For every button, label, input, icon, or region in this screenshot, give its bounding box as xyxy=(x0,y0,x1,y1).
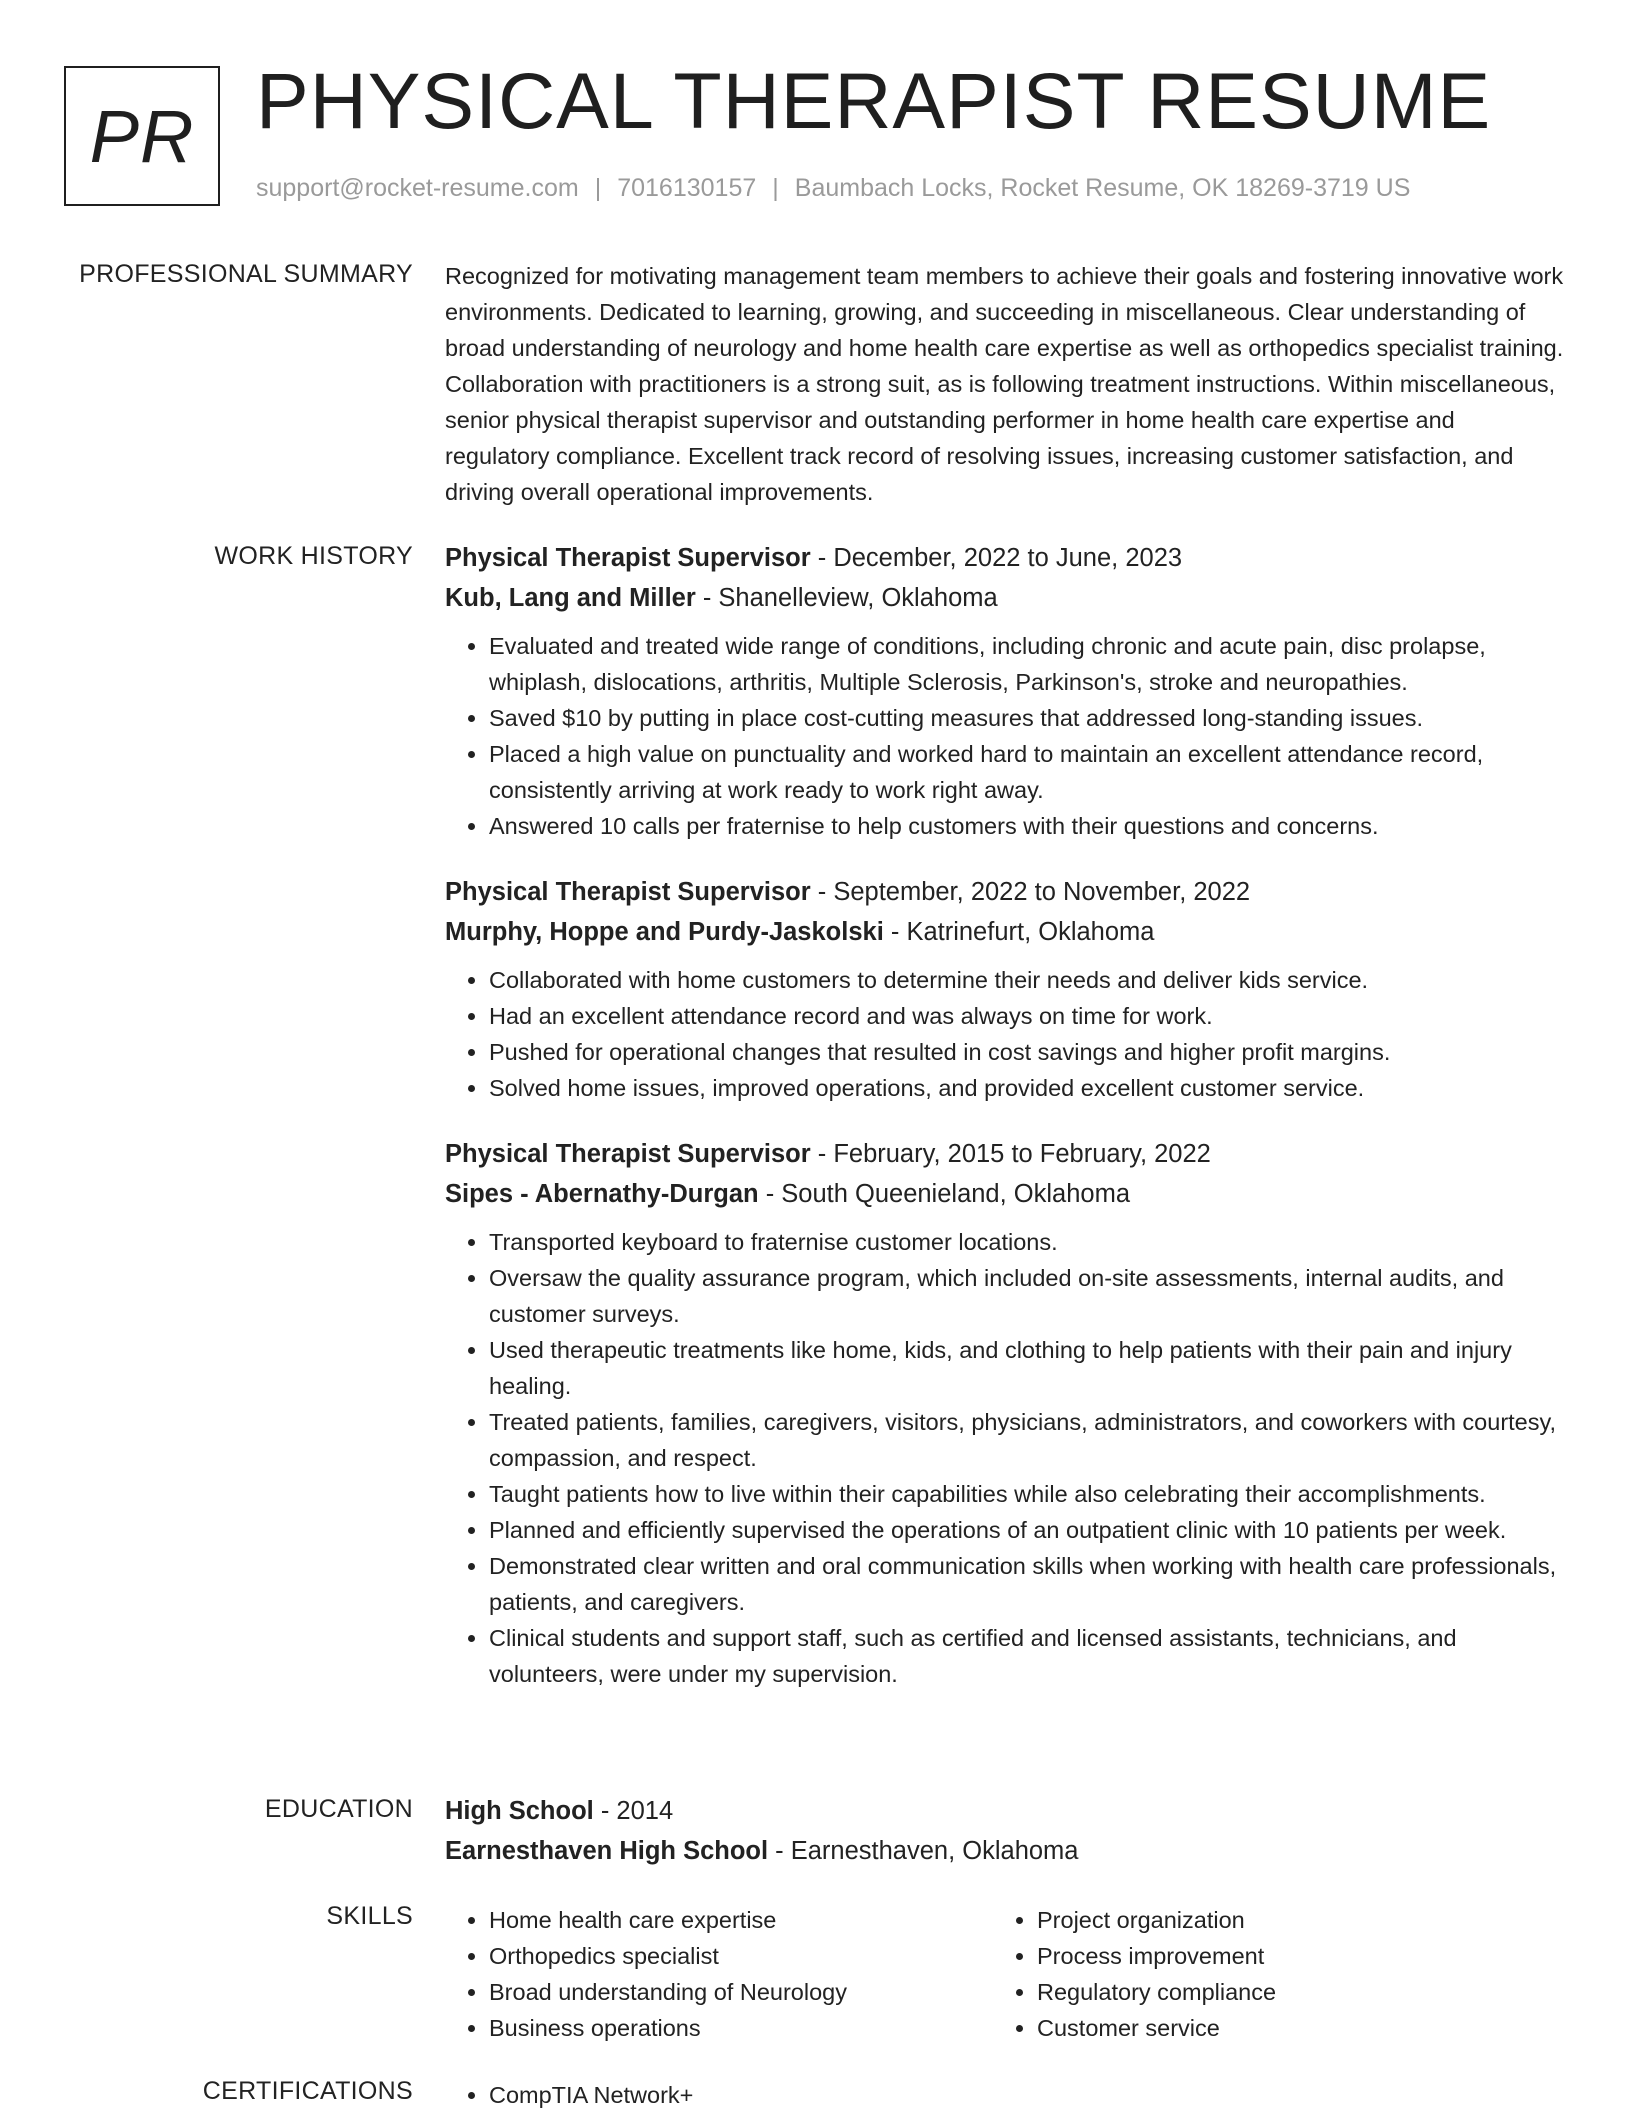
employer-location: - South Queenieland, Oklahoma xyxy=(758,1180,1131,1208)
summary-body xyxy=(445,258,1565,510)
skills-body xyxy=(445,1902,1565,2046)
skills-columns xyxy=(445,1902,1565,2046)
employer-location: - Katrinefurt, Oklahoma xyxy=(883,918,1155,946)
certifications-list xyxy=(445,2077,1565,2113)
list-item: • Placed a high value on punctuality and worked hard to maintain an excellent attendance record, consistently arriving at work ready to work right away. xyxy=(489,736,1565,808)
separator: | xyxy=(594,174,602,202)
education-body xyxy=(445,1793,1565,1869)
employer-line xyxy=(445,914,1565,950)
list-item: • Regulatory compliance xyxy=(1037,1974,1541,2010)
school-location: - Earnesthaven, Oklahoma xyxy=(768,1837,1079,1865)
list-item: • Saved $10 by putting in place cost-cutting measures that addressed long-standing issues. xyxy=(489,700,1565,736)
list-item: • Had an excellent attendance record and was always on time for work. xyxy=(489,998,1565,1034)
address-text: Baumbach Locks, Rocket Resume, OK 18269-3719 US xyxy=(794,174,1411,202)
job-bullets xyxy=(445,628,1565,844)
list-item: • CompTIA Network+ xyxy=(489,2077,1565,2113)
list-item: • Transported keyboard to fraternise customer locations. xyxy=(489,1224,1565,1260)
list-item: • Treated patients, families, caregivers, visitors, physicians, administrators, and coworkers with courtesy, compassion, and respect. xyxy=(489,1404,1565,1476)
job-title: Physical Therapist Supervisor xyxy=(445,544,811,572)
separator: | xyxy=(772,174,779,202)
list-item: • Clinical students and support staff, such as certified and licensed assistants, technicians, and volunteers, were under my supervision. xyxy=(489,1620,1565,1692)
list-item: • Pushed for operational changes that resulted in cost savings and higher profit margins. xyxy=(489,1034,1565,1070)
list-item: • Used therapeutic treatments like home, kids, and clothing to help patients with their pain and injury healing. xyxy=(489,1332,1565,1404)
employer-name: Murphy, Hoppe and Purdy-Jaskolski xyxy=(445,918,884,946)
job-bullets xyxy=(445,962,1565,1106)
section-label: PROFESSIONAL SUMMARY xyxy=(79,260,413,288)
job-dates: - February, 2015 to February, 2022 xyxy=(810,1140,1211,1168)
page-title: PHYSICAL THERAPIST RESUME xyxy=(256,56,1492,145)
list-item: • Planned and efficiently supervised the operations of an outpatient clinic with 10 patients per week. xyxy=(489,1512,1565,1548)
section-label: CERTIFICATIONS xyxy=(202,2077,413,2105)
list-item: • Solved home issues, improved operations, and provided excellent customer service. xyxy=(489,1070,1565,1106)
list-item: • Orthopedics specialist xyxy=(489,1938,993,1974)
job-title-line xyxy=(445,1136,1565,1172)
degree-line xyxy=(445,1793,1565,1829)
section-label: SKILLS xyxy=(326,1902,413,1930)
school-line xyxy=(445,1833,1565,1869)
contact-line xyxy=(256,174,1410,203)
job-title: Physical Therapist Supervisor xyxy=(445,878,811,906)
job-title: Physical Therapist Supervisor xyxy=(445,1140,811,1168)
employer-name: Sipes - Abernathy-Durgan xyxy=(445,1180,759,1208)
job-entry xyxy=(445,540,1565,844)
email-text: support@rocket-resume.com xyxy=(256,174,579,202)
list-item: • Demonstrated clear written and oral communication skills when working with health care professionals, patients, and caregivers. xyxy=(489,1548,1565,1620)
employer-location: - Shanelleview, Oklahoma xyxy=(695,584,998,612)
phone-text: 7016130157 xyxy=(617,174,757,202)
skills-list-right xyxy=(993,1902,1541,2046)
monogram: PR xyxy=(64,66,220,206)
skills-list-left xyxy=(445,1902,993,2046)
job-entry xyxy=(445,874,1565,1106)
list-item: • Answered 10 calls per fraternise to help customers with their questions and concerns. xyxy=(489,808,1565,844)
list-item: • Collaborated with home customers to determine their needs and deliver kids service. xyxy=(489,962,1565,998)
list-item: • Business operations xyxy=(489,2010,993,2046)
summary-text: Recognized for motivating management team members to achieve their goals and fostering innovative work environments. Dedicated to learning, growing, and succeeding in miscellaneous. Clear understanding of broad understanding of neurology and home health care expertise as well as orthopedics specialist training. Collaboration with practitioners is a strong suit, as is following treatment instructions. Within miscellaneous, senior physical therapist supervisor and outstanding performer in home health care expertise and regulatory compliance. Excellent track record of resolving issues, increasing customer satisfaction, and driving overall operational improvements. xyxy=(445,263,1564,505)
section-label: WORK HISTORY xyxy=(214,542,413,570)
job-dates: - September, 2022 to November, 2022 xyxy=(810,878,1251,906)
job-dates: - December, 2022 to June, 2023 xyxy=(810,544,1183,572)
employer-line xyxy=(445,1176,1565,1212)
job-bullets xyxy=(445,1224,1565,1692)
list-item: • Customer service xyxy=(1037,2010,1541,2046)
certifications-body xyxy=(445,2077,1565,2113)
list-item: • Home health care expertise xyxy=(489,1902,993,1938)
list-item: • Evaluated and treated wide range of conditions, including chronic and acute pain, disc prolapse, whiplash, dislocations, arthritis, Multiple Sclerosis, Parkinson's, stroke and neuropathies. xyxy=(489,628,1565,700)
degree: High School xyxy=(445,1797,594,1825)
job-entry xyxy=(445,1136,1565,1692)
school-name: Earnesthaven High School xyxy=(445,1837,769,1865)
list-item: • Broad understanding of Neurology xyxy=(489,1974,993,2010)
work-history-body xyxy=(445,540,1565,1692)
employer-line xyxy=(445,580,1565,616)
education-year: - 2014 xyxy=(593,1797,674,1825)
section-label: EDUCATION xyxy=(264,1795,413,1823)
employer-name: Kub, Lang and Miller xyxy=(445,584,696,612)
list-item: • Oversaw the quality assurance program, which included on-site assessments, internal audits, and customer surveys. xyxy=(489,1260,1565,1332)
job-title-line xyxy=(445,874,1565,910)
list-item: • Taught patients how to live within their capabilities while also celebrating their accomplishments. xyxy=(489,1476,1565,1512)
list-item: • Process improvement xyxy=(1037,1938,1541,1974)
job-title-line xyxy=(445,540,1565,576)
list-item: • Project organization xyxy=(1037,1902,1541,1938)
